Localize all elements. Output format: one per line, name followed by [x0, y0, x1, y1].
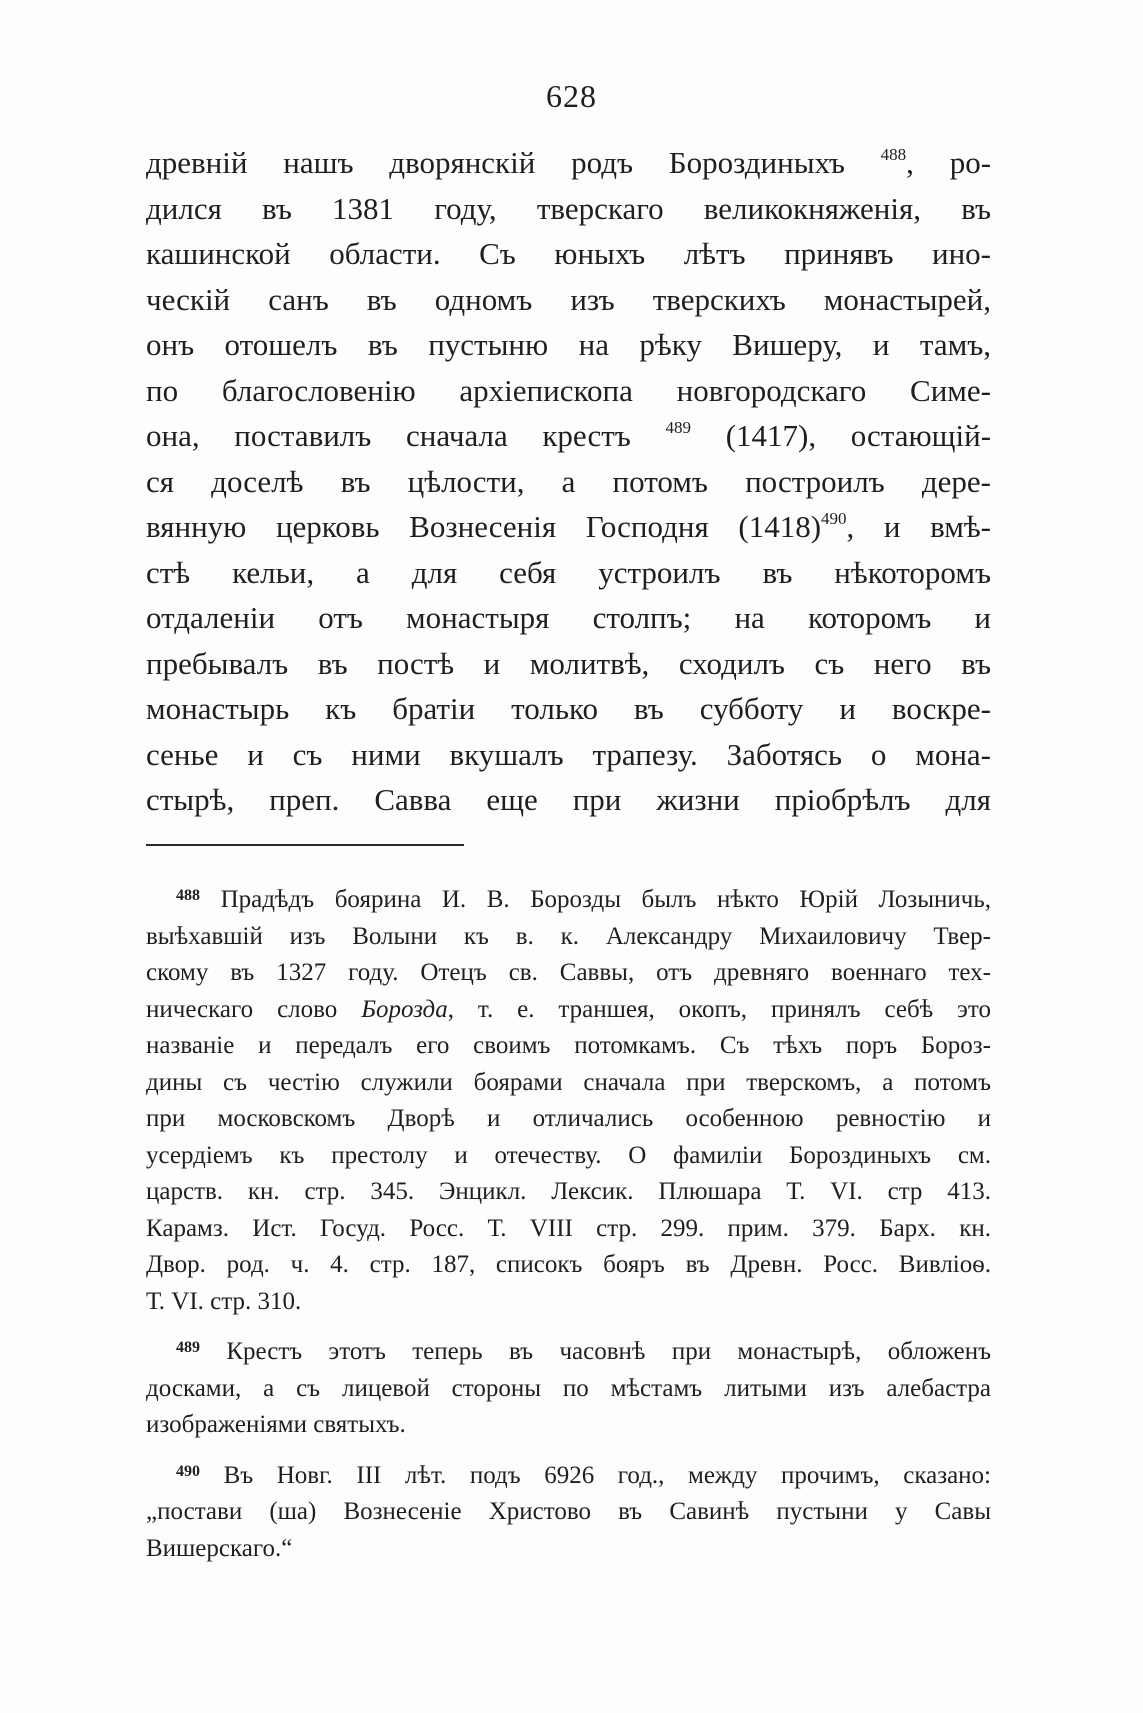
main-line-1-end: , ро-	[906, 145, 992, 180]
main-line-5: онъ отошелъ въ пустыню на рѣку Вишеру, и тамъ,	[146, 327, 991, 362]
footnote-488-emphasis: Борозда	[361, 995, 448, 1023]
footnote-489-number: 489	[176, 1339, 200, 1356]
footnote-490-text-1: Въ Новг. III лѣт. подъ 6926 год., между прочимъ, сказано:	[223, 1461, 992, 1489]
footnote-488-number: 488	[176, 887, 200, 904]
footnote-488-line-10: Карамз. Ист. Госуд. Росс. Т. VIII стр. 299. прим. 379. Барх. кн.	[146, 1214, 991, 1242]
footnote-490-line-1	[146, 1458, 991, 1495]
main-line-1-text: древній нашъ дворянскій родъ Бороздиныхъ	[146, 145, 845, 180]
footnote-488-line-7: при московскомъ Дворѣ и отличались особенною ревностію и	[146, 1105, 991, 1132]
footnote-488-line-12: Т. VI. стр. 310.	[146, 1287, 302, 1315]
footnote-488-text-4b: , т. е. траншея, окопъ, принялъ себѣ это	[447, 995, 992, 1023]
footnote-490-number: 490	[176, 1462, 200, 1480]
footnote-488-line-9: царств. кн. стр. 345. Энцикл. Лексик. Плюшара Т. VI. стр 413.	[146, 1178, 991, 1205]
main-line-3: кашинской области. Съ юныхъ лѣтъ принявъ ино-	[146, 236, 991, 271]
main-line-6: по благословенію архіепископа новгородскаго Симе-	[146, 372, 991, 408]
main-line-2: дился въ 1381 году, тверскаго великокняженія, въ	[146, 190, 991, 226]
footnote-489-line-2: досками, а съ лицевой стороны по мѣстамъ литыми изъ алебастра	[146, 1374, 991, 1402]
main-line-4: ческій санъ въ одномъ изъ тверскихъ монастырей,	[146, 281, 991, 317]
footnote-488-line-5: названіе и передалъ его своимъ потомкамъ. Съ тѣхъ поръ Бороз-	[146, 1032, 991, 1059]
main-line-7-end: (1417), остающій-	[725, 418, 992, 453]
main-line-7	[146, 413, 991, 459]
footnote-488-line-1	[146, 882, 991, 919]
main-line-11: отдаленіи отъ монастыря столпъ; на которомъ и	[146, 600, 991, 635]
footnote-ref-490[interactable]: 490	[821, 509, 847, 528]
main-text-block	[146, 140, 991, 823]
footnote-488-line-6: дины съ честію служили боярами сначала при тверскомъ, а потомъ	[146, 1068, 991, 1096]
main-line-12: пребывалъ въ постѣ и молитвѣ, сходилъ съ него въ	[146, 645, 991, 681]
footnote-488-line-2: выѣхавшій изъ Волыни къ в. к. Александру Михаиловичу Твер-	[146, 922, 991, 950]
main-line-10: стѣ кельи, а для себя устроилъ въ нѣкоторомъ	[146, 554, 991, 590]
main-line-1	[146, 140, 991, 186]
footnote-488-line-8: усердіемъ къ престолу и отечеству. О фамиліи Бороздиныхъ см.	[146, 1141, 991, 1169]
page-number: 628	[546, 78, 597, 114]
main-line-9-text: вянную церковь Вознесенія Господня (1418)	[146, 509, 822, 544]
footnote-gap	[146, 1444, 991, 1458]
footnote-separator-rule	[146, 844, 464, 846]
footnote-gap	[146, 1320, 991, 1334]
footnotes-block	[146, 882, 991, 1567]
main-line-13: монастырь къ братіи только въ субботу и воскре-	[146, 691, 991, 726]
footnote-488-line-3: скому въ 1327 году. Отецъ св. Саввы, отъ древняго военнаго тех-	[146, 959, 991, 986]
footnote-488-text-1: Прадѣдъ боярина И. В. Борозды былъ нѣкто Юрій Лозыничь,	[220, 886, 991, 913]
footnote-488-line-4	[146, 992, 991, 1029]
footnote-488-text-4a: ническаго слово	[146, 995, 362, 1023]
main-line-14: сенье и съ ними вкушалъ трапезу. Заботясь о мона-	[146, 736, 991, 772]
main-line-7-text: она, поставилъ сначала крестъ	[146, 418, 631, 453]
footnote-489-text-1: Крестъ этотъ теперь въ часовнѣ при монастырѣ, обложенъ	[226, 1338, 992, 1365]
main-line-9-end: , и вмѣ-	[846, 509, 991, 544]
footnote-490-line-2: „постави (ша) Вознесеніе Христово въ Савинѣ пустыни у Савы	[146, 1498, 991, 1525]
footnote-489-line-3: изображеніями святыхъ.	[146, 1411, 406, 1438]
main-line-9	[146, 504, 991, 550]
main-line-8: ся доселѣ въ цѣлости, а потомъ построилъ дере-	[146, 463, 991, 499]
footnote-ref-489[interactable]: 489	[665, 418, 691, 437]
footnote-490-line-3: Вишерскаго.“	[146, 1534, 293, 1562]
footnote-488-line-11: Двор. род. ч. 4. стр. 187, списокъ бояръ въ Древн. Росс. Вивліоѳ.	[146, 1251, 991, 1278]
main-line-15: стырѣ, преп. Савва еще при жизни пріобрѣлъ для	[146, 782, 991, 817]
footnote-ref-488[interactable]: 488	[880, 145, 907, 164]
footnote-489-line-1	[146, 1334, 991, 1371]
